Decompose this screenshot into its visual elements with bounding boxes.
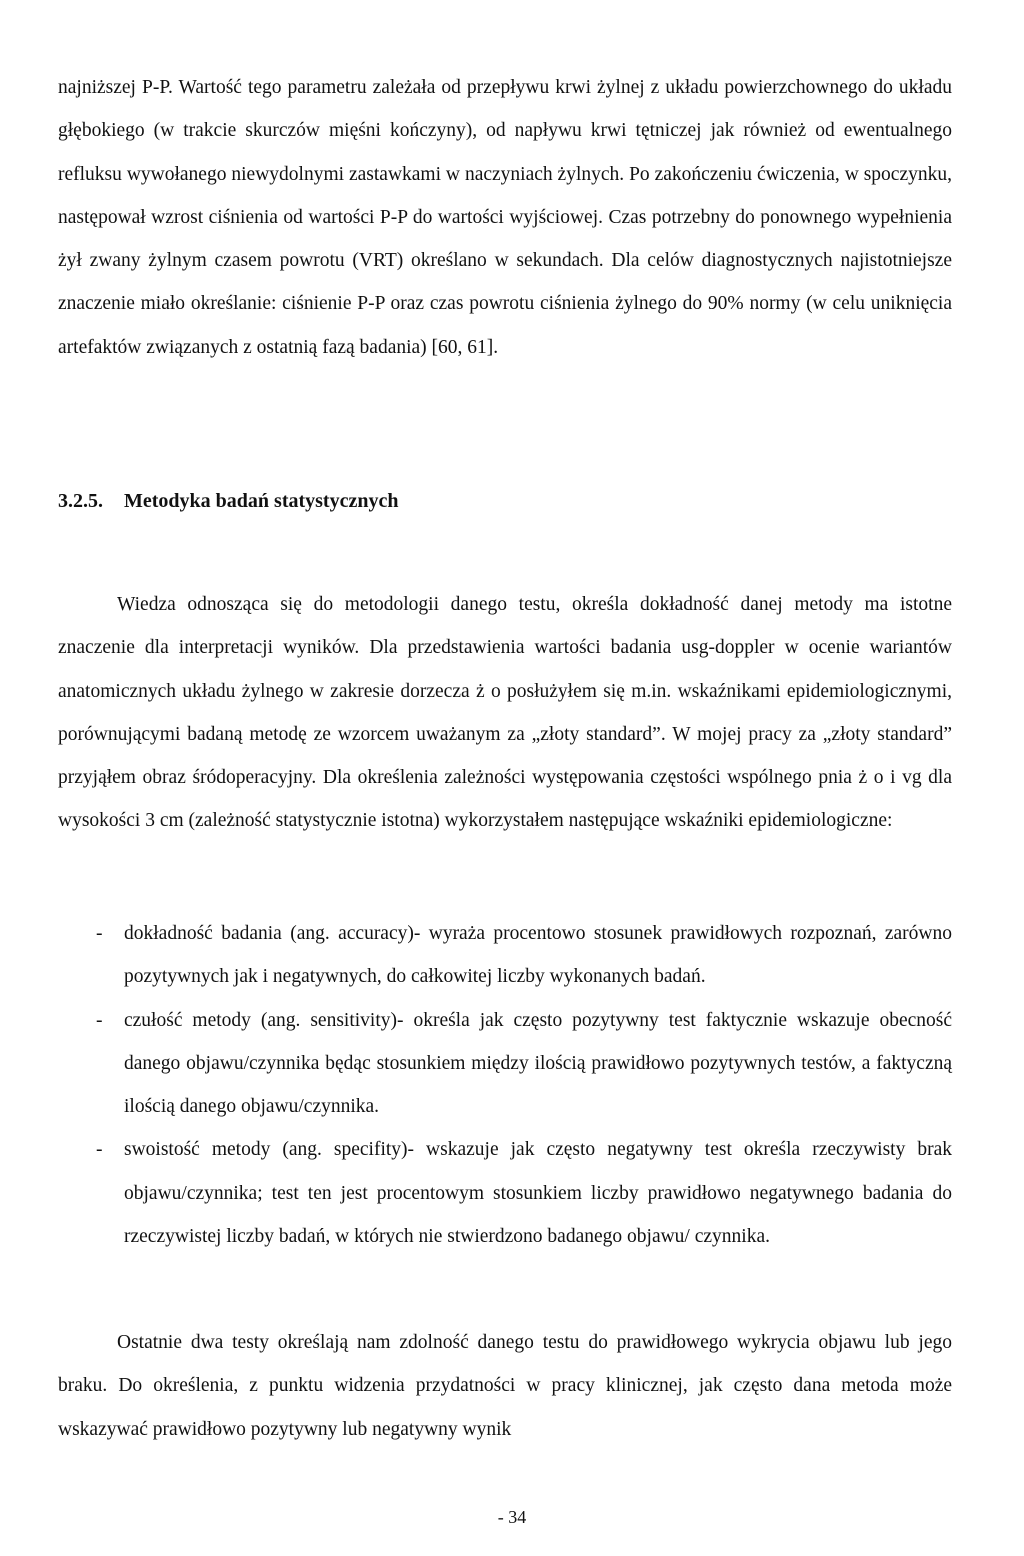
list-item-text: swoistość metody (ang. specifity)- wskazuje jak często negatywny test określa rzeczywisty brak objawu/czynnika; test ten jest procentowym stosunkiem liczby prawidłowo negatywnego badania do rzeczywistej liczby badań, w których nie stwierdzono badanego objawu/ czynnika. [124, 1139, 952, 1248]
paragraph-continuation: najniższej P-P. Wartość tego parametru zależała od przepływu krwi żylnej z układu powierzchownego do układu głębokiego (w trakcie skurczów mięśni kończyny), od napływu krwi tętniczej jak również od ewentualnego refluksu wywołanego niewydolnymi zastawkami w naczyniach żylnych. Po zakończeniu ćwiczenia, w spoczynku, następował wzrost ciśnienia od wartości P-P do wartości wyjściowej. Czas potrzebny do ponownego wypełnienia żył zwany żylnym czasem powrotu (VRT) określano w sekundach. Dla celów diagnostycznych najistotniejsze znaczenie miało określanie: ciśnienie P-P oraz czas powrotu ciśnienia żylnego do 90% normy (w celu uniknięcia artefaktów związanych z ostatnią fazą badania) [60, 61]. [58, 77, 952, 358]
list-item-specificity [58, 1128, 952, 1258]
list-dash: - [96, 1009, 103, 1031]
section-heading [58, 486, 398, 516]
indicator-list [58, 912, 952, 1258]
list-item-accuracy [58, 912, 952, 999]
list-dash: - [96, 1139, 103, 1161]
list-dash: - [96, 923, 103, 944]
list-item-text: dokładność badania (ang. accuracy)- wyraża procentowo stosunek prawidłowych rozpoznań, zarówno pozytywnych jak i negatywnych, do całkowitej liczby wykonanych badań. [124, 923, 952, 988]
paragraph-methodology: Wiedza odnosząca się do metodologii danego testu, określa dokładność danej metody ma istotne znaczenie dla interpretacji wyników. Dla przedstawienia wartości badania usg-doppler w ocenie wariantów anatomicznych układu żylnego w zakresie dorzecza ż o posłużyłem się m.in. wskaźnikami epidemiologicznymi, porównującymi badaną metodę ze wzorcem uważanym za „złoty standard”. W mojej pracy za „złoty standard” przyjąłem obraz śródoperacyjny. Dla określenia zależności występowania częstości wspólnego pnia ż o i vg dla wysokości 3 cm (zależność statystycznie istotna) wykorzystałem następujące wskaźniki epidemiologiczne: [58, 594, 952, 832]
section-title: Metodyka badań statystycznych [124, 490, 399, 512]
list-item-text: czułość metody (ang. sensitivity)- określa jak często pozytywny test faktycznie wskazuje obecność danego objawu/czynnika będąc stosunkiem między ilością prawidłowo pozytywnych testów, a faktyczną ilością danego objawu/czynnika. [124, 1009, 952, 1118]
list-item-sensitivity [58, 999, 952, 1129]
paragraph-conclusion: Ostatnie dwa testy określają nam zdolność danego testu do prawidłowego wykrycia objawu lub jego braku. Do określenia, z punktu widzenia przydatności w pracy klinicznej, jak często dana metoda może wskazywać prawidłowo pozytywny lub negatywny wynik [58, 1332, 952, 1440]
page-number: - 34 [497, 1507, 527, 1527]
section-number: 3.2.5. [58, 490, 103, 512]
